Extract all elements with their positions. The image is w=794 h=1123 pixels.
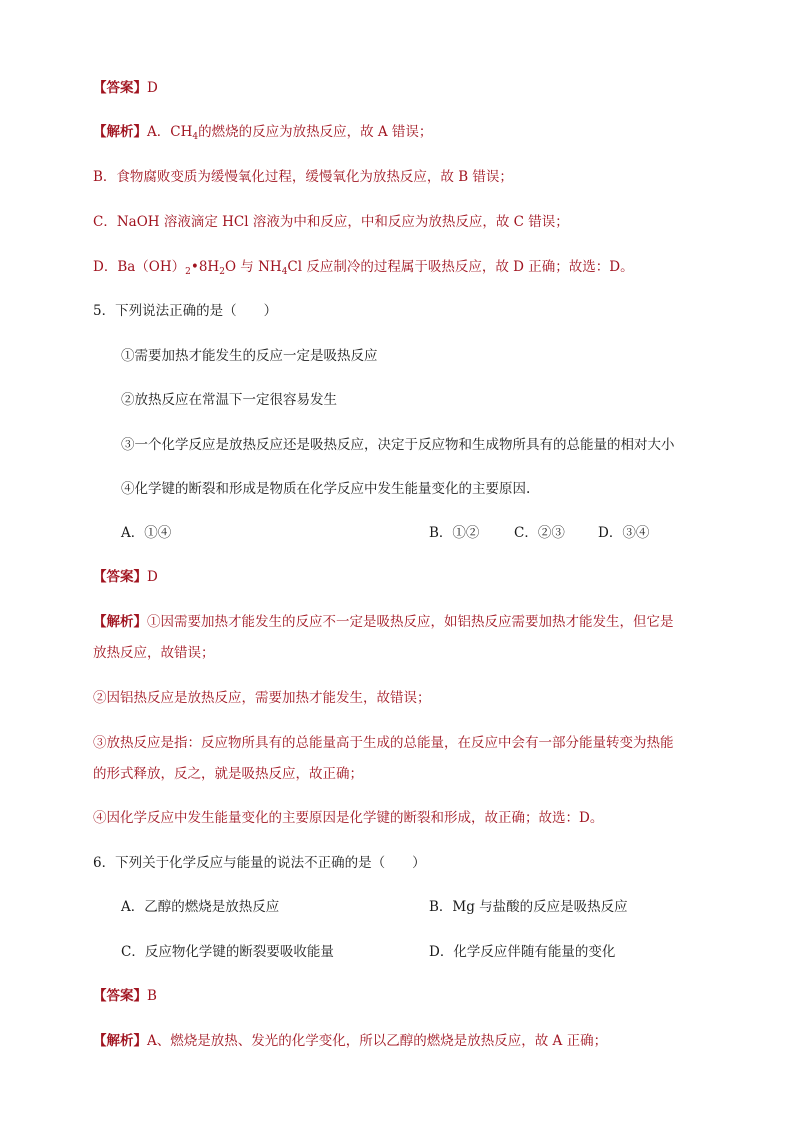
q5-answer-line <box>93 567 158 587</box>
q4-analysis-c: C．NaOH 溶液滴定 HCl 溶液为中和反应，中和反应为放热反应，故 C 错误； <box>93 214 569 230</box>
q4-analysis-a <box>93 122 432 147</box>
q4-a-text-end: 的燃烧的反应为放热反应，故 A 错误； <box>198 124 433 140</box>
q4-d-text3: O 与 NH <box>224 259 282 275</box>
q6-stem: 6．下列关于化学反应与能量的说法不正确的是（ ） <box>93 855 426 871</box>
q4-answer-value: D <box>147 80 158 96</box>
q5-e1a-text: ①因需要加热才能发生的反应不一定是吸热反应，如铝热反应需要加热才能发生，但它是 <box>147 614 674 630</box>
q5-analysis-1a <box>93 612 674 632</box>
q4-d-text2: •8H <box>190 259 220 275</box>
q5-analysis-2: ②因铝热反应是放热反应，需要加热才能发生，故错误； <box>93 690 431 706</box>
q4-a-text: A．CH <box>147 124 193 140</box>
q5-analysis-3a: ③放热反应是指：反应物所具有的总能量高于生成的总能量，在反应中会有一部分能量转变为热能 <box>93 735 674 751</box>
q5-option-d: D．③④ <box>598 525 650 541</box>
q5-option-a: A．①④ <box>121 525 172 541</box>
answer-tag: 【答案】 <box>93 569 147 585</box>
q6-e1-text: A、燃烧是放热、发光的化学变化，所以乙醇的燃烧是放热反应，故 A 正确； <box>147 1033 608 1049</box>
q4-analysis-b: B．食物腐败变质为缓慢氧化过程，缓慢氧化为放热反应，故 B 错误； <box>93 169 513 185</box>
q6-option-d: D．化学反应伴随有能量的变化 <box>429 944 616 960</box>
q4-answer-line <box>93 78 158 98</box>
q4-d-sub2: 2 <box>219 267 225 277</box>
q5-option-b: B．①② <box>429 525 480 541</box>
q5-analysis-1b: 放热反应，故错误； <box>93 645 215 661</box>
answer-tag: 【答案】 <box>93 988 147 1004</box>
q4-d-text4: Cl 反应制冷的过程属于吸热反应，故 D 正确；故选：D。 <box>287 259 634 275</box>
q4-a-sub: 4 <box>192 132 199 142</box>
q6-option-b: B．Mg 与盐酸的反应是吸热反应 <box>429 899 628 915</box>
q5-stem: 5．下列说法正确的是（ ） <box>93 303 278 319</box>
q5-statement-3: ③一个化学反应是放热反应还是吸热反应，决定于反应物和生成物所具有的总能量的相对大小 <box>121 437 675 453</box>
q5-answer-value: D <box>147 569 158 585</box>
q6-option-c: C．反应物化学键的断裂要吸收能量 <box>121 944 334 960</box>
q5-analysis-3b: 的形式释放，反之，就是吸热反应，故正确； <box>93 766 363 782</box>
q4-d-text1: D．Ba（OH） <box>93 259 186 275</box>
answer-tag: 【答案】 <box>93 80 147 96</box>
analysis-tag: 【解析】 <box>93 1033 147 1049</box>
q6-analysis-a <box>93 1031 607 1051</box>
q4-analysis-d <box>93 257 634 282</box>
analysis-tag: 【解析】 <box>93 124 147 140</box>
q6-answer-line <box>93 986 157 1006</box>
q5-option-c: C．②③ <box>514 525 565 541</box>
q4-d-sub3: 4 <box>281 267 288 277</box>
q6-answer-value: B <box>147 988 157 1004</box>
q4-d-sub1: 2 <box>185 267 191 277</box>
q6-option-a: A．乙醇的燃烧是放热反应 <box>121 899 280 915</box>
q5-statement-1: ①需要加热才能发生的反应一定是吸热反应 <box>121 348 378 364</box>
analysis-tag: 【解析】 <box>93 614 147 630</box>
q5-analysis-4: ④因化学反应中发生能量变化的主要原因是化学键的断裂和形成，故正确；故选：D。 <box>93 810 604 826</box>
q5-statement-4: ④化学键的断裂和形成是物质在化学反应中发生能量变化的主要原因. <box>121 481 531 497</box>
q5-statement-2: ②放热反应在常温下一定很容易发生 <box>121 392 337 408</box>
